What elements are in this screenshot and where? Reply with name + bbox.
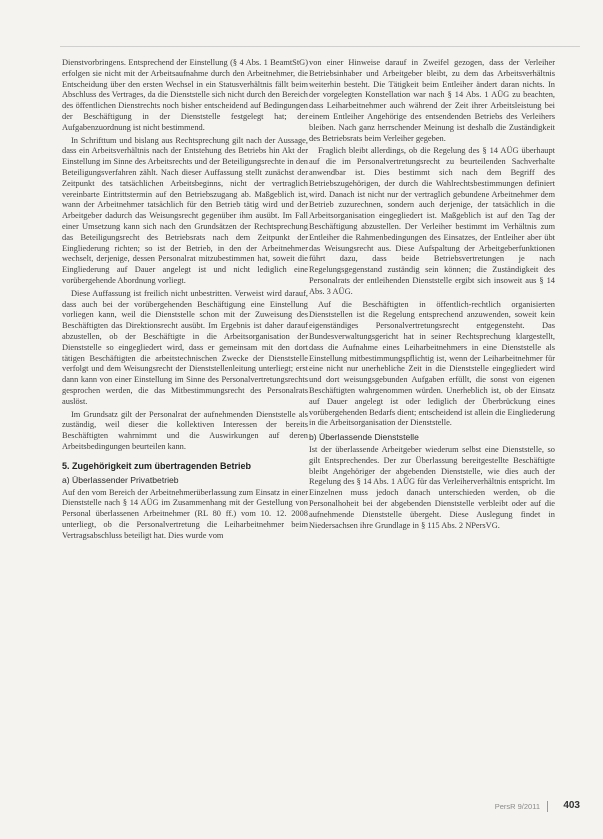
- body-paragraph: Dienstvorbringens. Entsprechend der Einstellung (§ 4 Abs. 1 BeamtStG) erfolgen sie nicht mit der Arbeitsaufnahme durch den Arbeitnehmer, die Entscheidung über den ersten Wechsel in ein Statusverhältnis fällt beim Abschluss des Vertrages, da die Dienststelle sich nicht durch den Bereich des öffentlichen Dienstrechts noch bisher entscheidend auf Bedingungen der Beschäftigung in der Dienststelle festgelegt hat; der Aufgabenzuordnung ist nicht bestimmend.: [62, 58, 308, 132]
- section-heading: 5. Zugehörigkeit zum übertragenden Betrieb: [62, 460, 252, 471]
- body-paragraph: Fraglich bleibt allerdings, ob die Regelung des § 14 AÜG überhaupt auf die im Personalvertretungsrecht zu beurteilenden Sachverhalte anwendbar ist. Dies bestimmt sich nach dem Begriff des Betriebszugehörigen, der durch die Wahlrechtsbestimmungen definiert wird. Danach ist nicht nur der vertraglich gebundene Arbeitnehmer dem Betrieb zuzurechnen, sondern auch derjenige, der tatsächlich in die Arbeitsorganisation eingegliedert ist. Maßgeblich ist auf den Tag der Beschäftigung abzustellen. Der Verleiher bestimmt im Verhältnis zum Entleiher die Rahmenbedingungen des Einsatzes, der Entleiher aber übt das Weisungsrecht aus. Diese Aufspaltung der Arbeitgeberfunktionen führt dazu, dass beide Betriebsvertretungen je nach Regelungsgegenstand zuständig sein können; die Zuständigkeit des Personalrats der entleihenden Dienststelle ergibt sich insoweit aus § 14 Abs. 3 AÜG.: [309, 146, 555, 296]
- page-footer: [309, 800, 580, 814]
- journal-issue: PersR 9/2011: [494, 802, 540, 811]
- body-paragraph: Diese Auffassung ist freilich nicht unbestritten. Verweist wird darauf, dass auch bei der vorübergehenden Beschäftigung eine Einstellung vorliegen kann, weil die Dienststelle schon mit der Zuweisung des Beschäftigten das Direktionsrecht ausübt. Im Ergebnis ist daher darauf abzustellen, ob der Beschäftigte in die Arbeitsorganisation der Dienststelle so eingegliedert wird, dass er gemeinsam mit den dort tätigen Beschäftigten die arbeitstechnischen Zwecke der Dienststelle verfolgt und dem Weisungsrecht der Dienststellenleitung unterliegt; erst dann kann von einer Einstellung im Sinne des Personalvertretungsrechts gesprochen werden, die das Mitbestimmungsrecht des Personalrats auslöst.: [62, 288, 308, 406]
- header-rule: [60, 46, 580, 47]
- footer-divider: [547, 801, 548, 812]
- body-paragraph: von einer Hinweise darauf in Zweifel gezogen, dass der Verleiher Betriebsinhaber und Arbeitgeber bleibt, zu dem das Arbeitsverhältnis weiterhin besteht. Die Tätigkeit beim Entleiher ändert daran nichts. In der vorgelegten Konstellation war nach § 14 Abs. 1 AÜG zu beachten, dass Leiharbeitnehmer auch während der Zeit ihrer Arbeitsleistung bei einem Entleiher Angehörige des entsendenden Betriebs des Verleihers bleiben. Nach ganz herrschender Meinung ist deshalb die Zuständigkeit des Betriebsrats beim Verleiher gegeben.: [309, 58, 555, 143]
- body-paragraph: Im Grundsatz gilt der Personalrat der aufnehmenden Dienststelle als zuständig, weil dieser die kollektiven Interessen der bereits Beschäftigten wahrnimmt und die Auswirkungen auf deren Arbeitsbedingungen beurteilen kann.: [62, 409, 308, 451]
- body-paragraph: In Schrifttum und bislang aus Rechtsprechung gilt nach der Aussage, dass ein Arbeitsverhältnis nach der Entstehung des Betriebs hin Akt der Einstellung im Sinne des Arbeitsrechts und der Beteiligungsrechte in den Beteiligungsverfahren zählt. Nach dieser Auffassung stellt zunächst der Zeitpunkt des tatsächlichen Arbeitsbeginns, nicht der vertraglich vereinbarte Eintrittstermin auf den Betriebszugang ab. Maßgeblich ist, wann der Arbeitnehmer tatsächlich für den Betrieb tätig wird und der Arbeitgeber dadurch das Weisungsrecht gegenüber ihm ausübt. Im Fall einer Umsetzung kann sich nach den Grundsätzen der Rechtsprechung das Beteiligungsrecht des Betriebsrats nach dem Zeitpunkt der Eingliederung richten; so ist der Betrieb, in den der Arbeitnehmer wechselt, derjenige, dessen Personalrat mitzubestimmen hat, soweit die Eingliederung auf Dauer angelegt ist und nicht lediglich eine vorübergehende Abordnung vorliegt.: [62, 135, 308, 285]
- subsection-heading: a) Überlassender Privatbetrieb: [62, 474, 179, 485]
- left-column: [62, 58, 308, 544]
- subsection-heading: b) Überlassende Dienststelle: [309, 432, 419, 443]
- body-paragraph: Auf den vom Bereich der Arbeitnehmerüberlassung zum Einsatz in einer Dienststelle nach § 14 AÜG im Zusammenhang mit der Gestellung von Personal überlassenen Arbeitnehmer (RL 80 ff.) vom 10. 12. 2008 unterliegt, ob die Personalvertretung die Leiharbeitnehmer beim Vertragsabschluss beteiligt hat. Dies wurde vom: [62, 487, 308, 540]
- body-paragraph: Auf die Beschäftigten in öffentlich-rechtlich organisierten Dienststellen ist die Regelung entsprechend anzuwenden, soweit kein eigenständiges Personalvertretungsrecht entgegensteht. Das Bundesverwaltungsgericht hat in seiner Rechtsprechung klargestellt, dass die Aufnahme eines Leiharbeitnehmers in eine Dienststelle als Einstellung mitbestimmungspflichtig ist, wenn der Leiharbeitnehmer für eine nicht nur unerhebliche Zeit in die Dienststelle eingegliedert wird und dort weisungsgebunden Aufgaben erfüllt, die sonst von eigenen Beschäftigten wahrgenommen würden. Unerheblich ist, ob der Einsatz auf Dauer angelegt ist oder lediglich der Überbrückung eines vorübergehenden Bedarfs dient; entscheidend ist allein die Eingliederung in die Arbeitsorganisation der Dienststelle.: [309, 299, 555, 428]
- body-paragraph: Ist der überlassende Arbeitgeber wiederum selbst eine Dienststelle, so gilt Entsprechendes. Der zur Überlassung bereitgestellte Beschäftigte bleibt Angehöriger der abgebenden Dienststelle, wie dies auch der Regelung des § 14 Abs. 1 AÜG für das Verleiherverhältnis entspricht. Im Einzelnen muss jedoch danach unterschieden werden, ob die Personalhoheit bei der abgebenden Dienststelle verbleibt oder auf die aufnehmende Dienststelle übergeht. Diese Auslegung findet in Niedersachsen ihre Grundlage in § 115 Abs. 2 NPersVG.: [309, 445, 555, 530]
- page-number: 403: [563, 800, 580, 811]
- right-column: [309, 58, 555, 533]
